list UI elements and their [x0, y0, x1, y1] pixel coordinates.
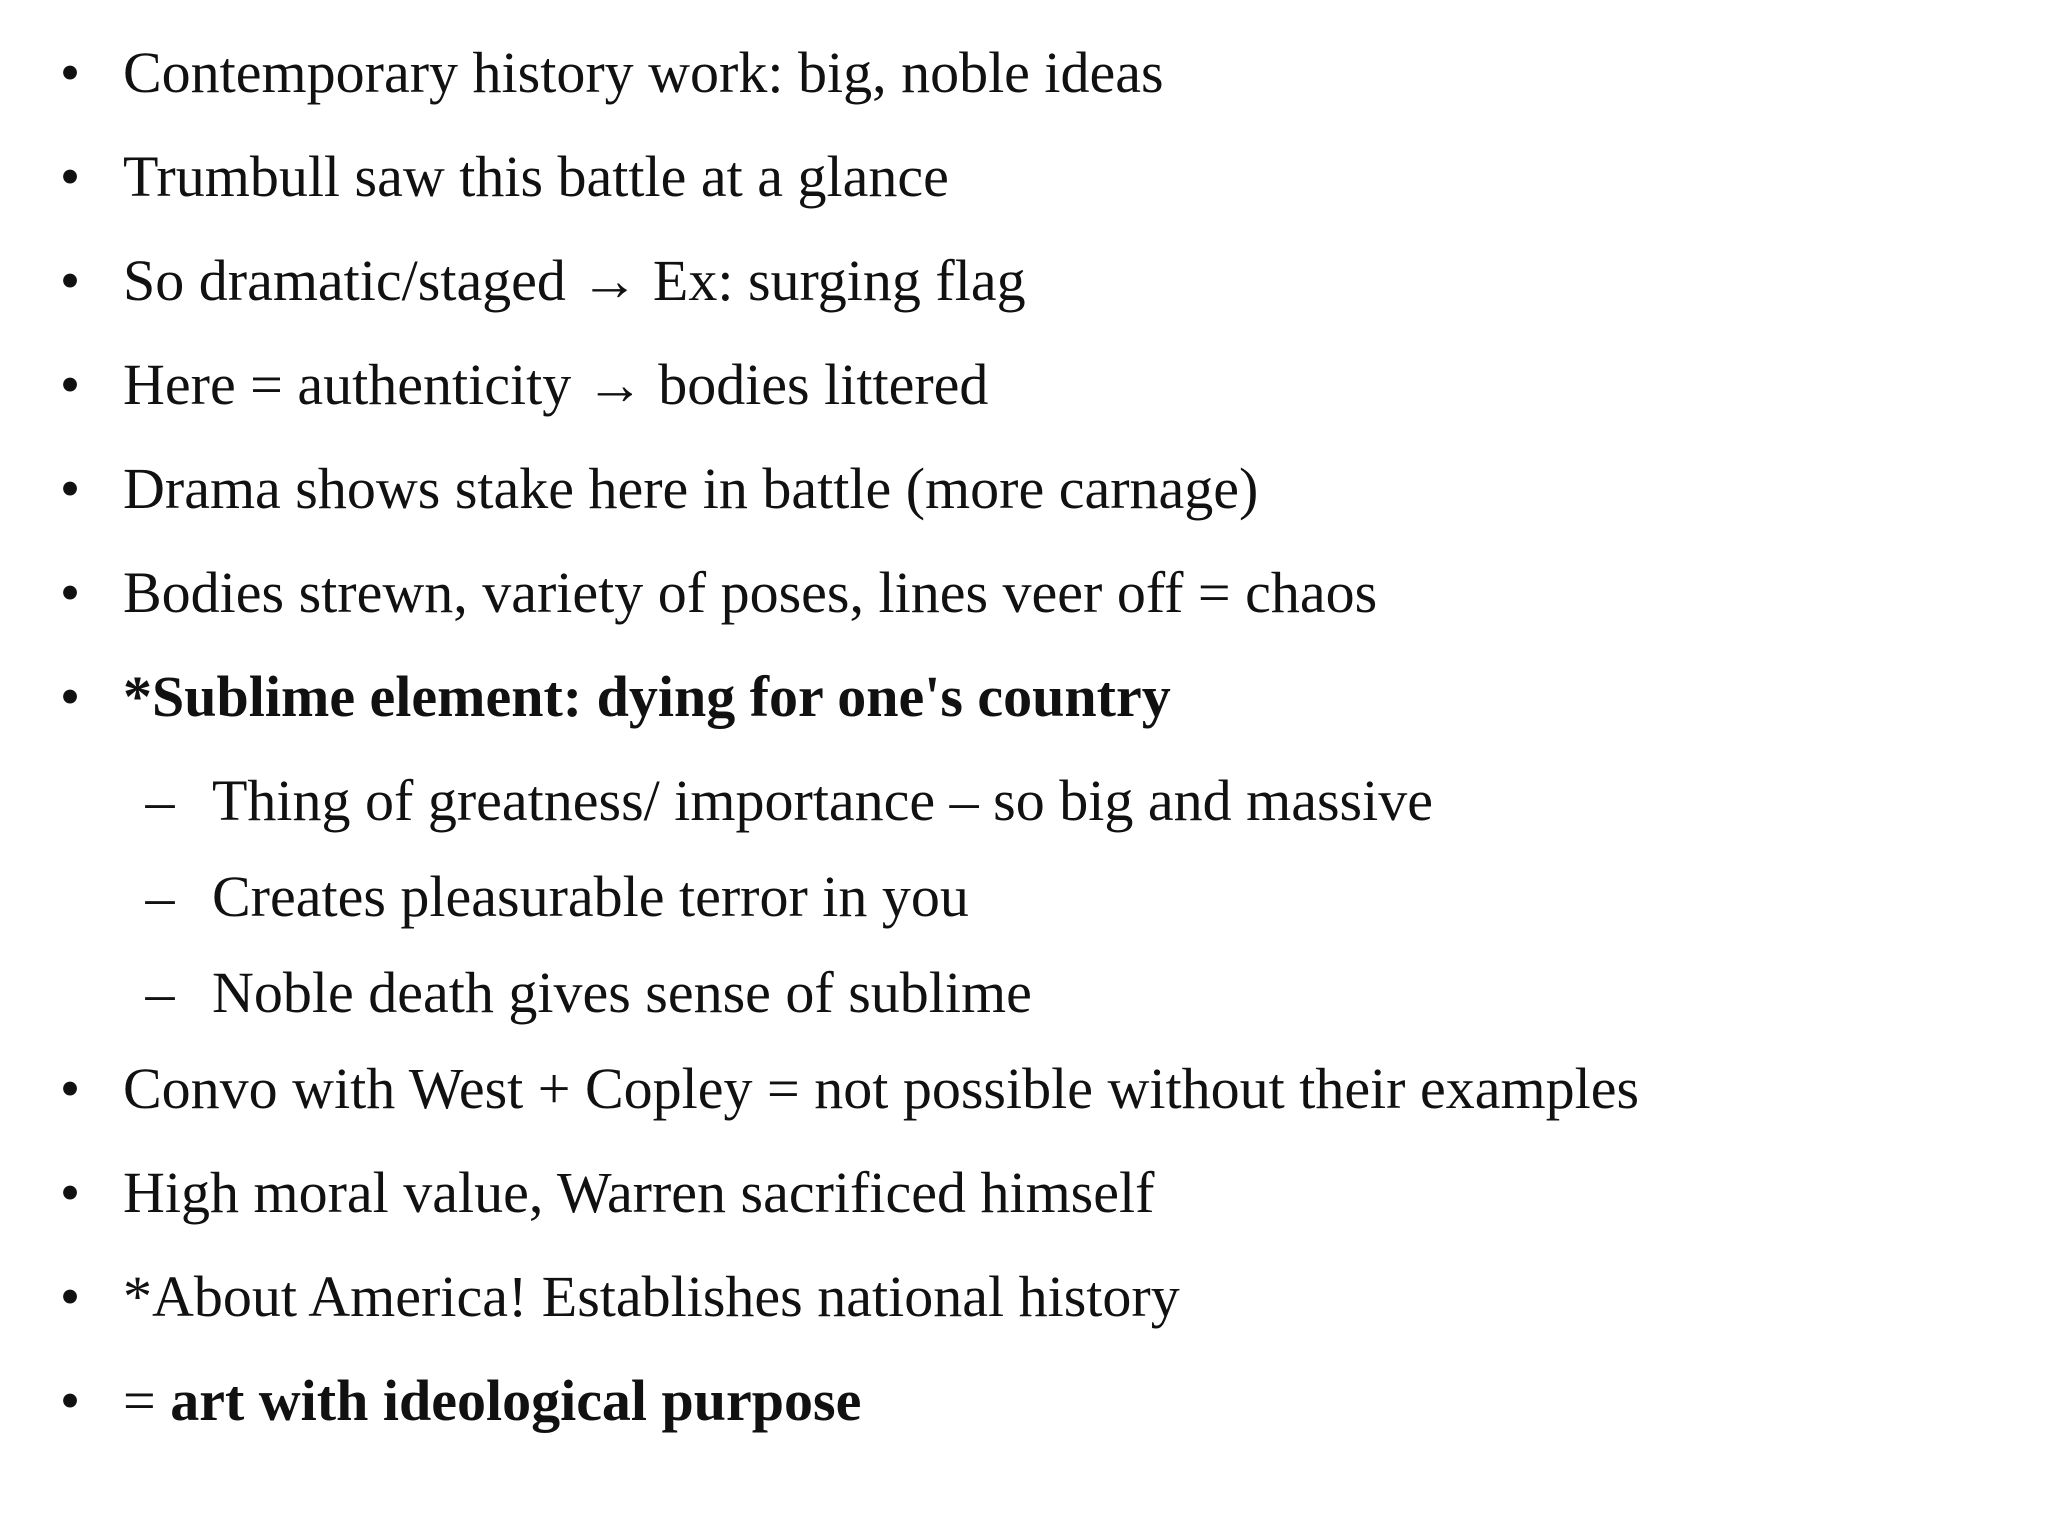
bullet-text: Trumbull saw this battle at a glance [123, 144, 949, 209]
sub-bullet-text: Creates pleasurable terror in you [212, 864, 969, 929]
bullet-icon: • [59, 560, 81, 625]
bullet-text: High moral value, Warren sacrificed himself [123, 1160, 1155, 1225]
equals-prefix: = [123, 1368, 171, 1433]
bullet-text: Convo with West + Copley = not possible without their examples [123, 1056, 1640, 1121]
bullet-text-mixed [123, 1366, 861, 1436]
bullet-icon: • [59, 456, 81, 521]
bullet-text: Drama shows stake here in battle (more carnage) [123, 456, 1259, 521]
bullet-text-bold: *Sublime element: dying for one's country [123, 664, 1171, 729]
bullet-text: Here = authenticity → bodies littered [123, 352, 989, 417]
bullet-icon: • [59, 144, 81, 209]
bold-phrase: art with ideological purpose [170, 1368, 862, 1433]
bullet-icon: • [59, 1368, 81, 1433]
dash-icon: – [145, 864, 175, 929]
bullet-icon: • [59, 1264, 81, 1329]
dash-icon: – [145, 960, 175, 1025]
bullet-text: *About America! Establishes national history [123, 1264, 1180, 1329]
dash-icon: – [145, 768, 175, 833]
bullet-icon: • [59, 664, 81, 729]
bullet-text: So dramatic/staged → Ex: surging flag [123, 248, 1026, 313]
bullet-text: Contemporary history work: big, noble ideas [123, 40, 1164, 105]
sub-bullet-text: Noble death gives sense of sublime [212, 960, 1032, 1025]
bullet-icon: • [59, 1160, 81, 1225]
bullet-icon: • [59, 40, 81, 105]
sub-bullet-text: Thing of greatness/ importance – so big and massive [212, 768, 1433, 833]
bullet-icon: • [59, 352, 81, 417]
bullet-icon: • [59, 1056, 81, 1121]
bullet-icon: • [59, 248, 81, 313]
bullet-text: Bodies strewn, variety of poses, lines veer off = chaos [123, 560, 1378, 625]
